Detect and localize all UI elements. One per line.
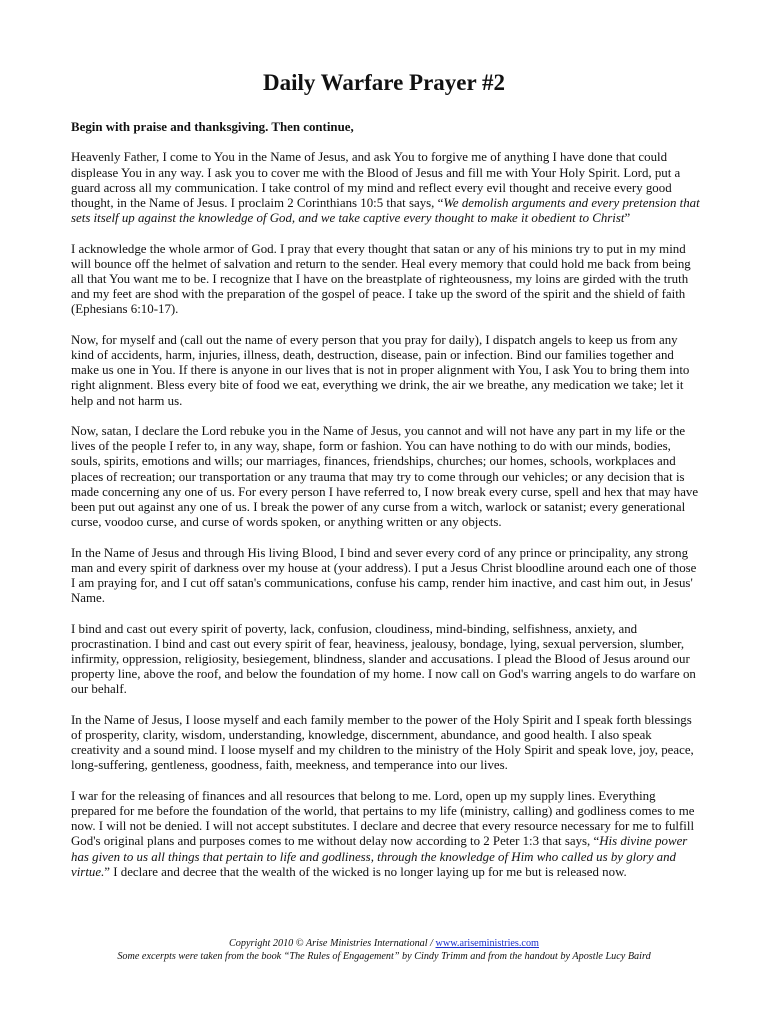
paragraph-4: Now, satan, I declare the Lord rebuke you in the Name of Jesus, you cannot and will not have any part in my life or the lives of the people I refer to, in any way, shape, form or fashion. You can have nothing to do with our minds, bodies, souls, spirits, emotions and wills; our marriages, finances, friendships, churches; our homes, schools, workplaces and places of recreation; our transportation or any trauma that may try to come through our vehicles; or any decision that is made concerning any one of us. For every person I have referred to, I now break every curse, spell and hex that may have been put out against any one of us. I break the power of any curse from a witch, warlock or satanist; every generational curse, voodoo curse, and curse of words spoken, or anything written or any objects. (71, 424, 699, 530)
paragraph-6: I bind and cast out every spirit of poverty, lack, confusion, cloudiness, mind-binding, selfishness, anxiety, and procrastination. I bind and cast out every spirit of fear, heaviness, jealousy, bondage, lying, sexual perversion, slumber, infirmity, oppression, religiosity, besiegement, blindness, slander and accusations. I plead the Blood of Jesus around our property line, above the roof, and below the foundation of my home. I now call on God's warring angels to do warfare on our behalf. (71, 621, 696, 697)
page-footer (0, 938, 768, 963)
prayer-body (71, 120, 700, 895)
paragraph-1-text: Heavenly Father, I come to You in the Name of Jesus, and ask You to forgive me of anything I have done that could displease You in any way. I ask you to cover me with the Blood of Jesus and fill me with Your Holy Spirit. Lord, put a guard across all my communication. I take control of my mind and reflect every evil thought and receive every good thought, in the Name of Jesus. I proclaim 2 Corinthians 10:5 that says, “ (71, 150, 681, 210)
paragraph-8-quote: His divine power has given to us all things that pertain to life and godliness, through the knowledge of Him who called us by glory and virtue. (71, 834, 688, 879)
intro-instruction: Begin with praise and thanksgiving. Then continue, (71, 120, 354, 134)
paragraph-3: Now, for myself and (call out the name of every person that you pray for daily), I dispatch angels to keep us from any kind of accidents, harm, injuries, illness, death, destruction, disease, pain or infection. Bind our families together and make us one in You. If there is anyone in our lives that is not in proper alignment with You, I ask You to bring them into right alignment. Bless every bite of food we eat, everything we drink, the air we breathe, any medication we take; let it help and not harm us. (71, 332, 690, 408)
paragraph-1-quote: We demolish arguments and every pretension that sets itself up against the knowledge of God, and we take captive every thought to make it obedient to Christ (71, 196, 700, 226)
paragraph-1 (71, 150, 700, 226)
copyright-text: Copyright 2010 © Arise Ministries International / (229, 938, 436, 949)
paragraph-5: In the Name of Jesus and through His living Blood, I bind and sever every cord of any prince or principality, any strong man and every spirit of darkness over my house at (your address). I put a Jesus Christ bloodline around each one of those I am praying for, and I cut off satan's communications, confuse his camp, render him inactive, and cast him out, in Jesus' Name. (71, 545, 697, 606)
paragraph-2: I acknowledge the whole armor of God. I pray that every thought that satan or any of his minions try to put in my mind will bounce off the helmet of salvation and return to the sender. Heal every memory that could hold me back from being all that You want me to be. I recognize that I have on the breastplate of righteousness, my loins are girded with the truth and my feet are shod with the preparation of the gospel of peace. I take up the sword of the spirit and the shield of faith (Ephesians 6:10-17). (71, 241, 691, 317)
paragraph-8-end: ” I declare and decree that the wealth of the wicked is no longer laying up for me but is released now. (104, 864, 627, 879)
copyright-line (0, 938, 768, 951)
paragraph-7: In the Name of Jesus, I loose myself and each family member to the power of the Holy Spirit and I speak forth blessings of prosperity, clarity, wisdom, understanding, knowledge, discernment, abundance, and good health. I also speak creativity and a sound mind. I loose myself and my children to the ministry of the Holy Spirit and speak love, joy, peace, long-suffering, gentleness, goodness, faith, meekness, and temperance into our lives. (71, 712, 694, 773)
page-title: Daily Warfare Prayer #2 (262, 70, 506, 95)
paragraph-8 (71, 789, 700, 880)
paragraph-1-end: ” (624, 211, 631, 226)
paragraph-8-text: I war for the releasing of finances and all resources that belong to me. Lord, open up my supply lines. Everything prepared for me before the foundation of the world, that pertains to my life (ministry, calling) and godliness comes to me now. I will not be denied. I will not accept substitutes. I declare and decree that every resource necessary for me to fulfill God's original plans and purposes comes to me without delay now according to 2 Peter 1:3 that says, “ (71, 788, 695, 849)
credits-line: Some excerpts were taken from the book “The Rules of Engagement” by Cindy Trimm and from the handout by Apostle Lucy Baird (117, 950, 651, 962)
website-link[interactable]: www.ariseministries.com (435, 938, 539, 949)
